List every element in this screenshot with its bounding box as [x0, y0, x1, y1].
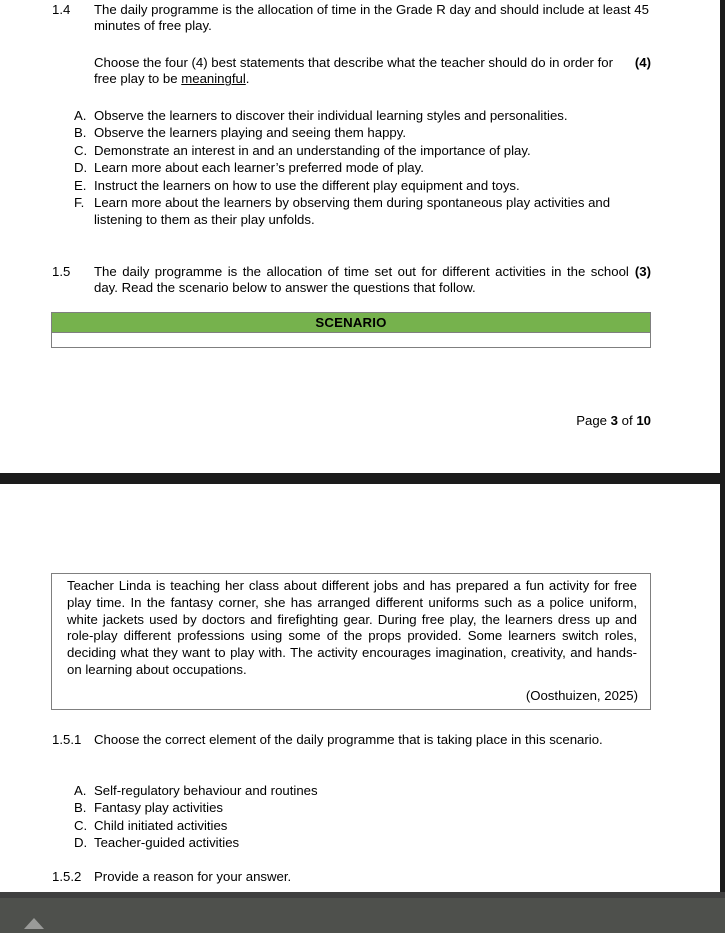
question-1-5-1-number: 1.5.1 — [52, 732, 82, 747]
option-letter: D. — [74, 160, 88, 176]
option-item — [74, 834, 651, 851]
option-letter: F. — [74, 195, 85, 211]
document-page-4 — [0, 484, 720, 892]
page-footer-middle: of — [618, 413, 637, 428]
option-text: Observe the learners to discover their individual learning styles and personalities. — [94, 108, 568, 123]
option-item — [74, 177, 651, 194]
option-item — [74, 142, 651, 159]
page-footer-total: 10 — [636, 413, 651, 428]
option-text: Observe the learners playing and seeing them happy. — [94, 125, 407, 141]
option-item — [74, 817, 651, 834]
option-text: Learn more about each learner’s preferred mode of play. — [94, 160, 424, 176]
scenario-box-text: Teacher Linda is teaching her class about different jobs and has prepared a fun activity for free play time. In the fantasy corner, she has arranged different uniforms such as a police uniform, white jackets used by doctors and firefighting gear. During free play, the learners dress up and role-play different professions using some of the props provided. Some learners switch roles, deciding what they want to play with. The activity encourages imagination, creativity, and hands-on learning about occupations. — [67, 578, 637, 677]
page-footer-current: 3 — [610, 413, 618, 428]
option-item — [74, 799, 651, 816]
question-1-4-options — [74, 107, 651, 229]
scenario-table — [51, 312, 651, 348]
question-1-4-keyword: meaningful — [181, 71, 246, 87]
page-footer-prefix: Page — [576, 413, 611, 428]
option-text: Child initiated activities — [94, 817, 228, 833]
option-item — [74, 107, 651, 124]
question-1-5-2-number: 1.5.2 — [52, 869, 82, 884]
question-1-4-number: 1.4 — [52, 2, 71, 17]
option-item — [74, 782, 651, 799]
option-letter: D. — [74, 835, 88, 851]
option-item — [74, 159, 651, 176]
page-right-edge — [720, 0, 725, 892]
option-letter: B. — [74, 125, 87, 141]
option-text: Instruct the learners on how to use the different play equipment and toys. — [94, 177, 520, 193]
option-text: Learn more about the learners by observing them during spontaneous play activities and listening to them as their play unfolds. — [94, 195, 611, 228]
question-1-4-paragraph-2-text-after: . — [245, 71, 250, 87]
scenario-box-citation: (Oosthuizen, 2025) — [525, 688, 638, 703]
question-1-5-1-options — [74, 782, 651, 852]
question-1-5-marks: (3) — [634, 264, 651, 279]
option-text: Teacher-guided activities — [94, 835, 240, 851]
scenario-table-empty-row — [52, 333, 650, 347]
scenario-table-header: SCENARIO — [52, 313, 650, 333]
scenario-box — [51, 573, 651, 710]
option-letter: C. — [74, 817, 88, 833]
option-text: Demonstrate an interest in and an understanding of the importance of play. — [94, 142, 531, 158]
option-letter: A. — [74, 108, 87, 123]
question-1-5-2-text: Provide a reason for your answer. — [94, 869, 292, 884]
option-item — [74, 124, 651, 141]
page-footer — [576, 413, 651, 428]
question-1-5-number: 1.5 — [52, 264, 71, 279]
caret-up-icon[interactable] — [24, 918, 44, 929]
option-letter: B. — [74, 800, 87, 816]
option-text: Fantasy play activities — [94, 800, 223, 816]
question-1-5-1-text: Choose the correct element of the daily programme that is taking place in this scenario. — [94, 732, 603, 747]
question-1-4-paragraph-2 — [94, 55, 651, 88]
viewer-toolbar[interactable] — [0, 898, 725, 933]
option-letter: C. — [74, 142, 88, 158]
question-1-4-paragraph-1: The daily programme is the allocation of time in the Grade R day and should include at least 45 minutes of free play. — [94, 2, 649, 34]
question-1-5-paragraph: The daily programme is the allocation of time set out for different activities in the school day. Read the scenario below to answer the questions that follow. — [94, 264, 629, 296]
page-separator — [0, 473, 725, 484]
question-1-4-paragraph-2-text-before: Choose the four (4) best statements that describe what the teacher should do in order for free play to be — [94, 55, 614, 87]
option-letter: A. — [74, 783, 87, 798]
option-item — [74, 194, 651, 229]
option-letter: E. — [74, 177, 87, 193]
option-text: Self-regulatory behaviour and routines — [94, 783, 318, 798]
question-1-4-marks: (4) — [634, 55, 651, 70]
question-1-5-text — [94, 264, 651, 297]
